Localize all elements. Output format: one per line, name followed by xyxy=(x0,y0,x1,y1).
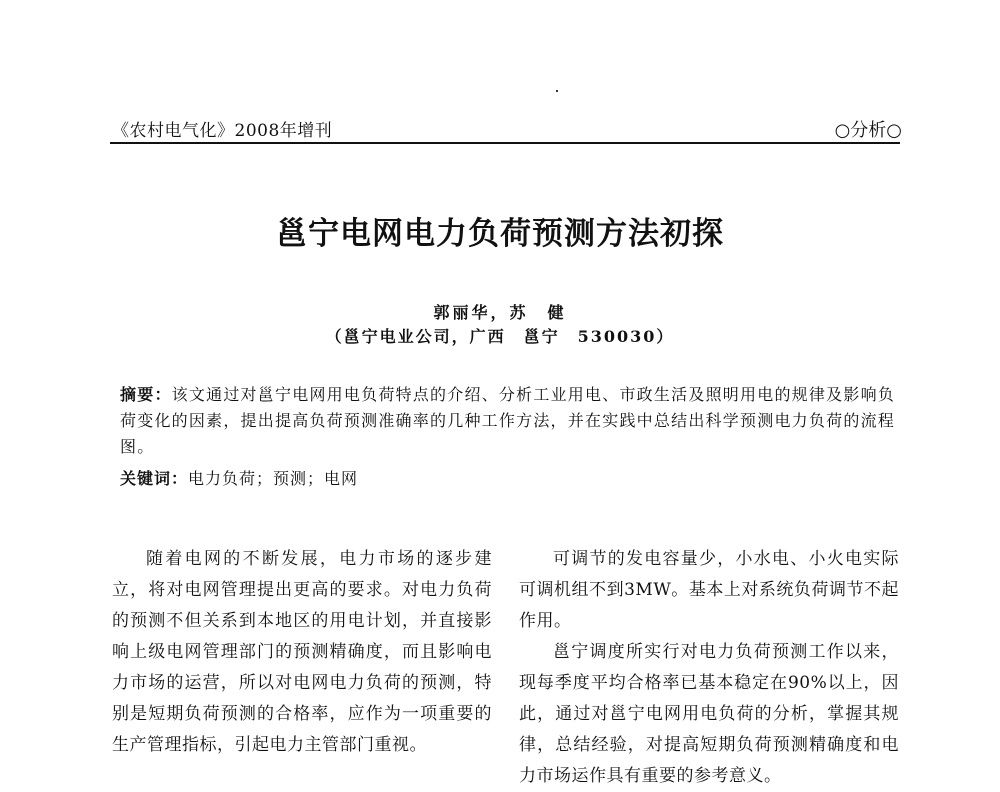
body-paragraph: 可调节的发电容量少，小水电、小火电实际可调机组不到3MW。基本上对系统负荷调节不起作用。 xyxy=(519,549,899,631)
section-label: ○分析○ xyxy=(834,120,902,141)
body-paragraph: 邕宁调度所实行对电力负荷预测工作以来，现每季度平均合格率已基本稳定在90%以上，因此，通过对邕宁电网用电负荷的分析，掌握其规律，总结经验，对提高短期负荷预测精确度和电力市场运作具有重要的参考意义。 xyxy=(519,642,899,786)
abstract-text: 该文通过对邕宁电网用电负荷特点的介绍、分析工业用电、市政生活及照明用电的规律及影响负荷变化的因素，提出提高负荷预测准确率的几种工作方法，并在实践中总结出科学预测电力负荷的流程图。 xyxy=(120,385,895,456)
abstract xyxy=(120,382,895,460)
body-paragraph: 随着电网的不断发展，电力市场的逐步建立，将对电网管理提出更高的要求。对电力负荷的预测不但关系到本地区的用电计划，并直接影响上级电网管理部门的预测精确度，而且影响电力市场的运营，所以对电网电力负荷的预测，特别是短期负荷预测的合格率，应作为一项重要的生产管理指标，引起电力主管部门重视。 xyxy=(112,549,492,755)
abstract-label: 摘要： xyxy=(120,385,172,404)
scan-speck xyxy=(556,90,558,92)
header-rule xyxy=(110,142,900,144)
body-column-right xyxy=(519,544,899,792)
keywords-text: 电力负荷；预测；电网 xyxy=(188,469,359,488)
affiliation: （邕宁电业公司，广西 邕宁 530030） xyxy=(325,327,675,346)
authors: 郭丽华，苏 健 xyxy=(433,303,567,322)
keywords xyxy=(120,466,895,492)
journal-header: 《农村电气化》2008年增刊 xyxy=(112,121,333,141)
paper-title: 邕宁电网电力负荷预测方法初探 xyxy=(276,216,724,252)
body-column-left xyxy=(112,544,492,761)
keywords-label: 关键词： xyxy=(120,469,189,488)
